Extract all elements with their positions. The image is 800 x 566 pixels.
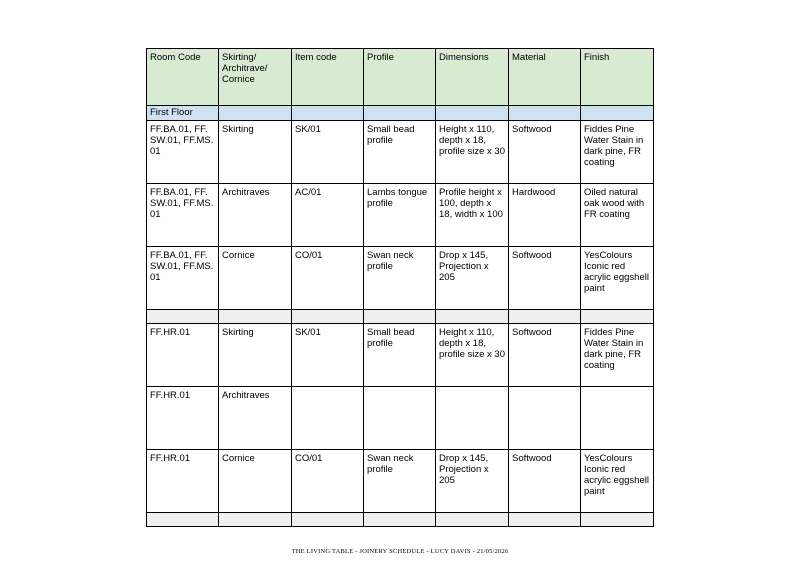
table-row — [147, 450, 654, 513]
header-item-code: Item code — [292, 49, 364, 106]
table-header-row — [147, 49, 654, 106]
cell-profile — [364, 387, 436, 450]
cell-type: Cornice — [219, 247, 292, 310]
cell-item-code: CO/01 — [292, 450, 364, 513]
spacer-row — [147, 310, 654, 324]
cell-dimensions — [436, 387, 509, 450]
header-finish: Finish — [581, 49, 654, 106]
table-row — [147, 121, 654, 184]
spacer-cell — [147, 513, 219, 527]
cell-room-code: FF.BA.01, FF. SW.01, FF.MS. 01 — [147, 247, 219, 310]
cell-dimensions: Height x 110, depth x 18, profile size x 30 — [436, 324, 509, 387]
spacer-cell — [436, 513, 509, 527]
cell-material — [509, 387, 581, 450]
cell-material: Hardwood — [509, 184, 581, 247]
section-cell — [509, 106, 581, 121]
header-room-code: Room Code — [147, 49, 219, 106]
cell-material: Softwood — [509, 121, 581, 184]
cell-material: Softwood — [509, 247, 581, 310]
spacer-cell — [292, 310, 364, 324]
spacer-cell — [364, 513, 436, 527]
cell-finish — [581, 387, 654, 450]
cell-material: Softwood — [509, 450, 581, 513]
cell-dimensions: Height x 110, depth x 18, profile size x 30 — [436, 121, 509, 184]
spacer-cell — [581, 310, 654, 324]
spacer-row — [147, 513, 654, 527]
cell-profile: Small bead profile — [364, 324, 436, 387]
table-row — [147, 184, 654, 247]
spacer-cell — [219, 310, 292, 324]
cell-item-code: CO/01 — [292, 247, 364, 310]
cell-room-code: FF.HR.01 — [147, 450, 219, 513]
cell-finish: Fiddes Pine Water Stain in dark pine, FR coating — [581, 121, 654, 184]
spacer-cell — [364, 310, 436, 324]
cell-room-code: FF.HR.01 — [147, 387, 219, 450]
cell-dimensions: Drop x 145, Projection x 205 — [436, 247, 509, 310]
cell-item-code: SK/01 — [292, 121, 364, 184]
section-cell — [292, 106, 364, 121]
cell-profile: Small bead profile — [364, 121, 436, 184]
cell-type: Architraves — [219, 184, 292, 247]
cell-dimensions: Drop x 145, Projection x 205 — [436, 450, 509, 513]
cell-item-code: AC/01 — [292, 184, 364, 247]
header-type: Skirting/ Architrave/ Cornice — [219, 49, 292, 106]
header-profile: Profile — [364, 49, 436, 106]
cell-dimensions: Profile height x 100, depth x 18, width x 100 — [436, 184, 509, 247]
page-footer: THE LIVING TABLE - JOINERY SCHEDULE - LUCY DAVIS - 21/05/2026 — [291, 548, 509, 555]
cell-item-code: SK/01 — [292, 324, 364, 387]
spacer-cell — [509, 310, 581, 324]
cell-finish: YesColours Iconic red acrylic eggshell paint — [581, 247, 654, 310]
spacer-cell — [436, 310, 509, 324]
cell-finish: YesColours Iconic red acrylic eggshell paint — [581, 450, 654, 513]
section-cell — [364, 106, 436, 121]
table-row — [147, 387, 654, 450]
cell-room-code: FF.HR.01 — [147, 324, 219, 387]
header-material: Material — [509, 49, 581, 106]
cell-room-code: FF.BA.01, FF. SW.01, FF.MS. 01 — [147, 184, 219, 247]
table-row — [147, 247, 654, 310]
spacer-cell — [509, 513, 581, 527]
cell-finish: Fiddes Pine Water Stain in dark pine, FR coating — [581, 324, 654, 387]
cell-material: Softwood — [509, 324, 581, 387]
header-dimensions: Dimensions — [436, 49, 509, 106]
cell-type: Cornice — [219, 450, 292, 513]
spacer-cell — [147, 310, 219, 324]
joinery-schedule-table — [146, 48, 654, 527]
cell-room-code: FF.BA.01, FF. SW.01, FF.MS. 01 — [147, 121, 219, 184]
spacer-cell — [219, 513, 292, 527]
cell-profile: Swan neck profile — [364, 247, 436, 310]
section-cell — [219, 106, 292, 121]
cell-type: Skirting — [219, 324, 292, 387]
table-row — [147, 324, 654, 387]
section-title: First Floor — [147, 106, 219, 121]
cell-type: Architraves — [219, 387, 292, 450]
cell-item-code — [292, 387, 364, 450]
spacer-cell — [581, 513, 654, 527]
cell-finish: Oiled natural oak wood with FR coating — [581, 184, 654, 247]
cell-type: Skirting — [219, 121, 292, 184]
cell-profile: Swan neck profile — [364, 450, 436, 513]
section-row-first-floor — [147, 106, 654, 121]
section-cell — [581, 106, 654, 121]
cell-profile: Lambs tongue profile — [364, 184, 436, 247]
spacer-cell — [292, 513, 364, 527]
section-cell — [436, 106, 509, 121]
